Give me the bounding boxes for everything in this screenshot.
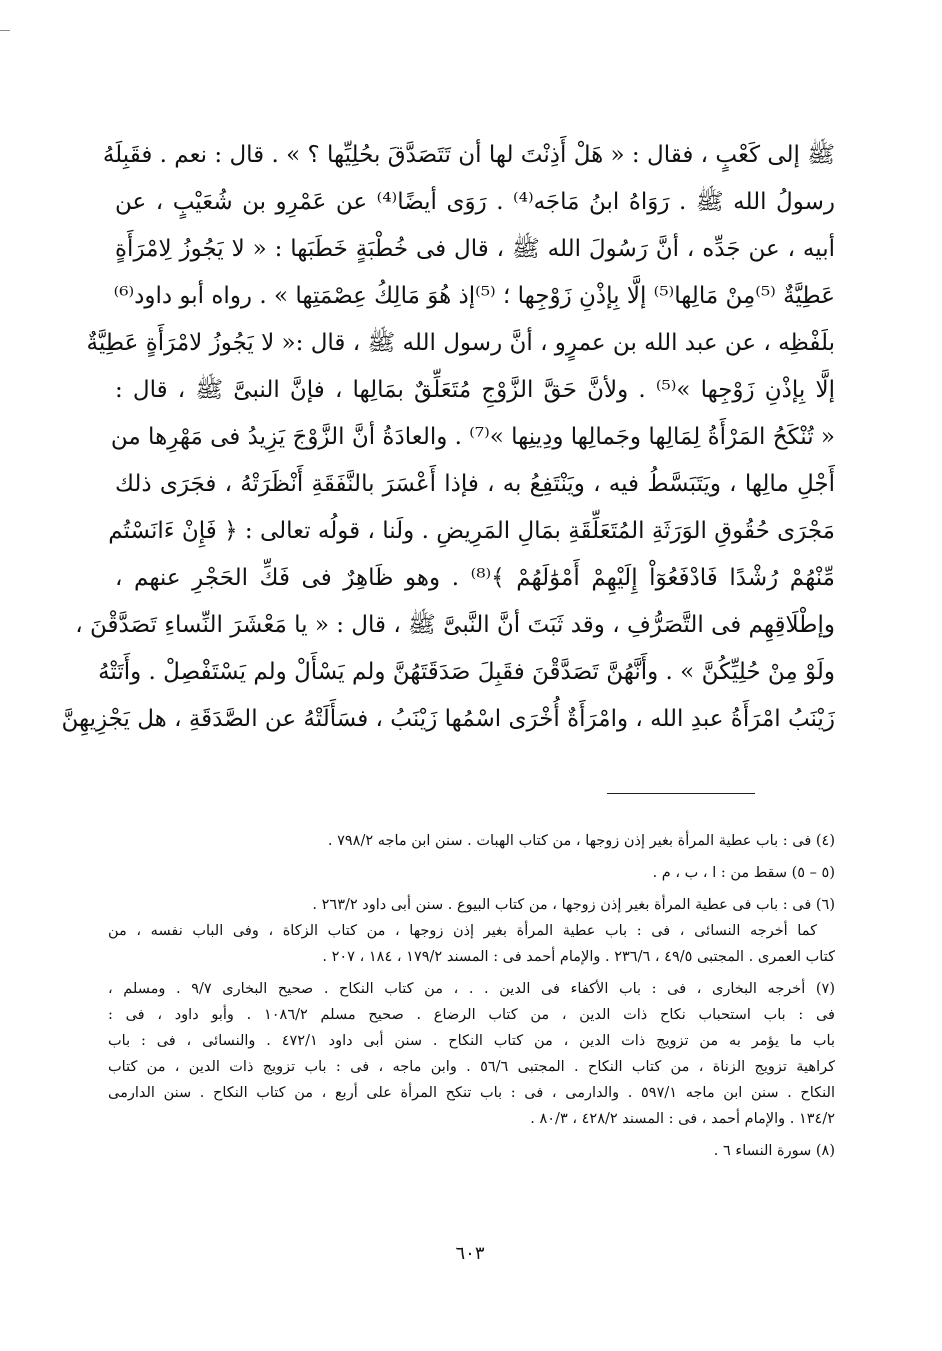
footnote-7-line: باب ما يؤمر به من تزويج ذات الدين ، من كتاب النكاح . سنن أبى داود ٤٧٢/١ . والنسائى ، فى : باب [108, 1033, 836, 1049]
footnote-7: (٧) أخرجه البخارى ، فى : باب الأكفاء فى الدين . . ، من كتاب النكاح . صحيح البخارى ٩/٧ . ومسلم ، [108, 981, 835, 997]
footnote-4: (٤) فى : باب عطية المرأة بغير إذن زوجها ، من كتاب الهبات . سنن ابن ماجه ٧٩٨/٢ . [327, 833, 835, 849]
page-number: ٦٠٣ [455, 1243, 485, 1264]
main-text-line: وإطْلَاقِهِم فى التَّصَرُّفِ ، وقد ثَبَتَ أنَّ النَّبىَّ ﷺ ، قال : « يا مَعْشَرَ النِّساءِ تَصَدَّقْنَ ، [75, 612, 835, 638]
main-text-line: « تُنْكَحُ المَرْأَةُ لِمَالِها وجَمالِها ودِينِها »⁽⁷⁾ . والعادَةُ أنَّ الزَّوْجَ يَزِيدُ فى مَهْرِها من [110, 424, 835, 450]
main-text-line: ولَوْ مِنْ حُلِيِّكُنَّ » . وأَنَّهُنَّ تَصَدَّقْنَ فقَبِلَ صَدَقَتَهُنَّ ولم يَسْأَلْ ولم يَسْتَفْصِلْ . وأَتَتْهُ [98, 659, 835, 685]
footnote-7-line: فى : باب استحباب نكاح ذات الدين ، من كتاب الرضاع . صحيح مسلم ١٠٨٦/٢ . وأبو داود ، فى : [108, 1007, 835, 1023]
footnote-7-line: كراهية تزويج الزناة ، من كتاب النكاح . المجتبى ٥٦/٦ . وابن ماجه ، فى : باب تزويج ذات الدين ، من كتاب [108, 1059, 836, 1075]
footnote-6-line: كتاب العمرى . المجتبى ٤٩/٥ ، ٢٣٦/٦ . والإمام أحمد فى : المسند ١٧٩/٢ ، ١٨٤ ، ٢٠٧ . [322, 949, 835, 965]
footnote-7-line: ١٣٤/٢ . والإمام أحمد ، فى : المسند ٤٢٨/٢ ، ٨٠/٣ . [530, 1111, 835, 1127]
footnote-6: (٦) فى : باب فى عطية المرأة بغير إذن زوجها ، من كتاب البيوع . سنن أبى داود ٢٦٣/٢ . [312, 897, 835, 913]
main-text-line: أَجْلِ مالِها ، ويَتَبَسَّطُ فيه ، ويَنْتَفِعُ به ، فإذا أَعْسَرَ بالنَّفَقَةِ أَنْظَرَتْهُ ، فجَرَى ذلك [115, 471, 835, 497]
footnotes-block [108, 828, 835, 1164]
main-text-block [61, 132, 835, 743]
main-text-line: زَيْنَبُ امْرَأَةُ عبدِ الله ، وامْرَأَةٌ أُخْرَى اسْمُها زَيْنَبُ ، فسَأَلَتْهُ عن الصَّدَقَةِ ، هل يَجْزِيهِنَّ [61, 706, 835, 732]
footnote-separator [607, 793, 755, 794]
main-text-line: إلَّا بِإذْنِ زَوْجِها »⁽⁵⁾ . ولأنَّ حَقَّ الزَّوْجِ مُتَعَلِّقٌ بمَالِها ، فإنَّ النبىَّ ﷺ ، قال : [115, 377, 835, 403]
main-text-line: عَطِيَّةٌ ⁽⁵⁾مِنْ مَالِها⁽⁵⁾ إلَّا بِإذْنِ زَوْجِها ؛ ⁽⁵⁾إذ هُوَ مَالِكُ عِصْمَتِها » . رواه أبو داود⁽⁶⁾ [113, 283, 835, 309]
footnote-5: (٥ – ٥) سقط من : ا ، ب ، م . [652, 865, 835, 881]
main-text-line: أبيه ، عن جَدِّه ، أنَّ رَسُولَ الله ﷺ ، قال فى خُطْبَةٍ خَطَبَها : « لا يَجُوزُ لِامْرَأَةٍ [115, 236, 835, 262]
main-text-line: بلَفْظِه ، عن عبد الله بن عمرٍو ، أنَّ رسول الله ﷺ ، قال :« لا يَجُوزُ لامْرَأَةٍ عَطِيَّةٌ [86, 330, 835, 356]
main-text-line: رسولُ الله ﷺ . رَوَاهُ ابنُ مَاجَه⁽⁴⁾ . رَوَى أيضًا⁽⁴⁾ عن عَمْرِو بن شُعَيْبٍ ، عن [115, 189, 835, 215]
footnote-8: (٨) سورة النساء ٦ . [713, 1143, 835, 1159]
footnote-7-line: النكاح . سنن ابن ماجه ٥٩٧/١ . والدارمى ، فى : باب تنكح المرأة على أربع ، من كتاب النكاح . سنن الدارمى [108, 1085, 836, 1101]
scan-edge-mark [0, 30, 10, 31]
main-text-line: مِّنْهُمْ رُشْدًا فَادْفَعُوٓاْ إِلَيْهِمْ أَمْوَٰلَهُمْ ﴾⁽⁸⁾ . وهو ظَاهِرٌ فى فَكِّ الحَجْرِ عنهم ، [115, 565, 835, 591]
footnote-6-line: كما أخرجه النسائى ، فى : باب عطية المرأة بغير إذن زوجها ، من كتاب الزكاة ، وفى الباب نفسه ، من [108, 923, 817, 939]
main-text-line: مَجْرَى حُقُوقِ الوَرَثَةِ المُتَعَلِّقَةِ بمَالِ المَرِيضِ . ولَنا ، قولُه تعالى : ﴿ فَإِنْ ءَانَسْتُم [108, 518, 835, 544]
main-text-line: ﷺ إلى كَعْبٍ ، فقال : « هَلْ أَذِنْتَ لها أن تَتَصَدَّقَ بحُلِيِّها ؟ » . قال : نعم . فقَبِلَهُ [102, 142, 835, 168]
